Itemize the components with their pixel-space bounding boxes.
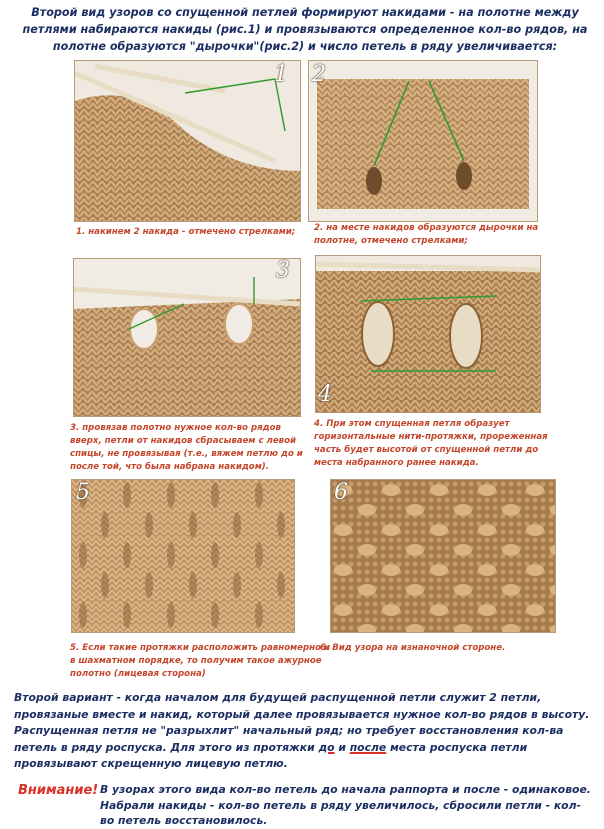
figure-3-photo bbox=[73, 258, 301, 417]
attention-label: Внимание! bbox=[18, 783, 99, 798]
underlined-word-after: после bbox=[349, 740, 387, 754]
figure-4-caption: 4. При этом спущенная петля образует горизонтальные нити-протяжки, прореженная часть будет высотой от спущенной петли до места набранного ранее накида. bbox=[314, 419, 548, 468]
figure-5-caption: 5. Если такие протяжки расположить равномерно и в шахматном порядке, то получим такое ажурное полотно (лицевая сторона) bbox=[70, 643, 331, 679]
second-variant-part-2: места роспуска петли провязывают скрещенную лицевую петлю. bbox=[14, 740, 528, 770]
figure-5-number: 5 bbox=[76, 480, 90, 505]
figure-6-number: 6 bbox=[334, 480, 348, 505]
second-variant-part-1: Второй вариант - когда началом для будущей распущенной петли служит 2 петли, провязаные вместе и накид, который далее провязывается нужное кол-во рядов в высоту. Распущенная петля не "разрыхлит" начальный ряд; но требует восстановления кол-ва петель в ряду роспуска. Для этого из протяжки bbox=[14, 691, 590, 754]
second-variant-text bbox=[14, 690, 594, 773]
figure-1-photo bbox=[74, 60, 301, 222]
figure-2-caption: 2. на месте накидов образуются дырочки на полотне, отмечено стрелками; bbox=[314, 223, 539, 246]
figure-1-number: 1 bbox=[274, 62, 288, 87]
figure-4-photo bbox=[315, 255, 541, 413]
figure-4-number: 4 bbox=[318, 382, 332, 407]
second-variant-and: и bbox=[334, 740, 350, 754]
figure-6-photo bbox=[330, 479, 556, 633]
intro-text: Второй вид узоров со спущенной петлей формируют накидами - на полотне между петлями набираются накиды (рис.1) и провязываются определенное кол-во рядов, на полотне образуются "дырочки"(рис.2) и число петель в ряду увеличивается: bbox=[22, 6, 588, 53]
underlined-word-before: до bbox=[318, 740, 335, 754]
figure-3-number: 3 bbox=[276, 258, 290, 283]
figure-2-number: 2 bbox=[312, 62, 326, 87]
figure-6-caption: 6. Вид узора на изнаночной стороне. bbox=[320, 643, 506, 653]
figure-3-caption: 3. провязав полотно нужное кол-во рядов вверх, петли от накидов сбрасываем с левой спицы, не провязывая (т.е., вяжем петлю до и после той, что была набрана накидом). bbox=[70, 423, 303, 472]
figure-2-photo bbox=[308, 60, 538, 222]
figure-1-caption: 1. накинем 2 накида - отмечено стрелками; bbox=[76, 227, 296, 237]
attention-text: В узорах этого вида кол-во петель до начала раппорта и после - одинаковое. Набрали накиды - кол-во петель в ряду увеличилось, сбросили петли - кол-во петель восстановилось. bbox=[100, 783, 591, 827]
figure-5-photo bbox=[71, 479, 295, 633]
